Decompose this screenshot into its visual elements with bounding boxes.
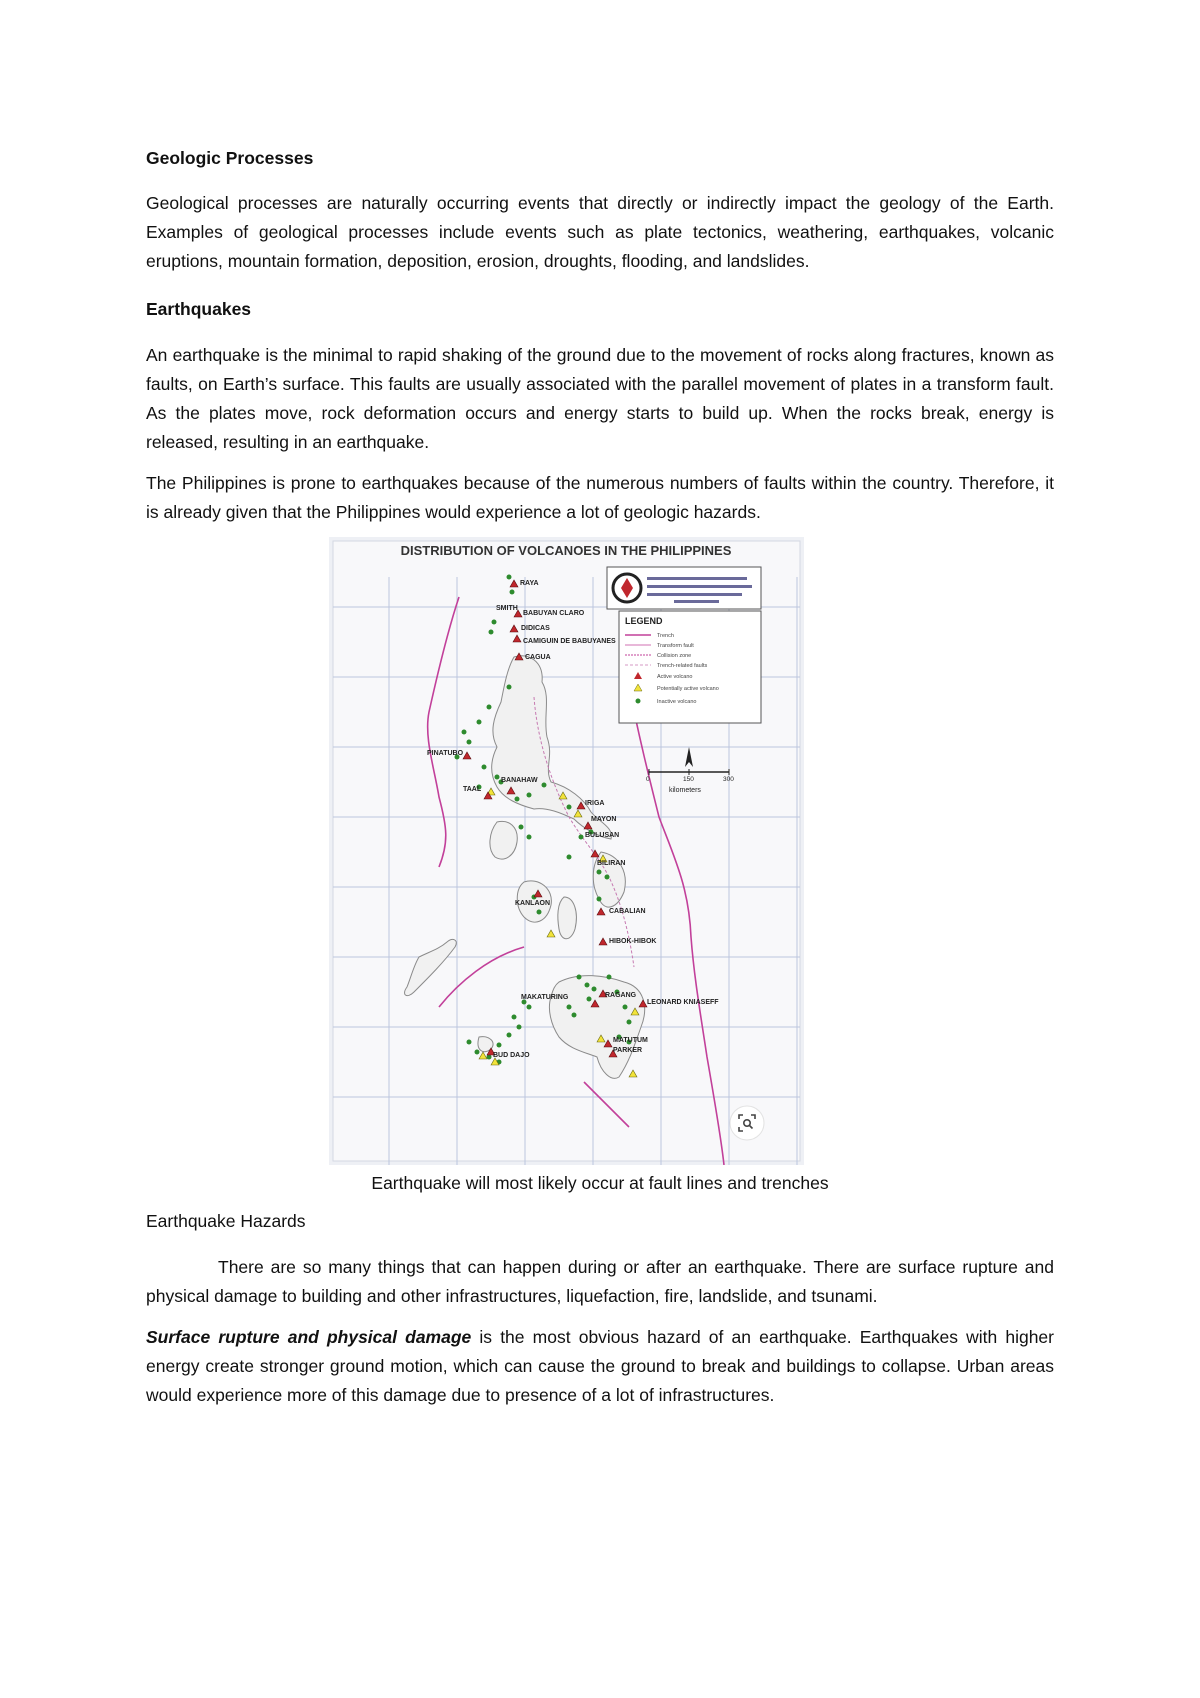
legend-inactive-volcano: Inactive volcano bbox=[657, 699, 697, 705]
heading-geologic-processes: Geologic Processes bbox=[146, 148, 314, 168]
scale-label-150: 150 bbox=[683, 776, 694, 783]
volcano-map bbox=[329, 537, 804, 1165]
label-camiguin: CAMIGUIN DE BABUYANES bbox=[523, 638, 616, 645]
legend-trench-related-faults: Trench-related faults bbox=[657, 663, 708, 669]
paragraph-surface-rupture bbox=[146, 1323, 1054, 1410]
emphasis-surface-rupture: Surface rupture and physical damage bbox=[146, 1327, 472, 1347]
label-makaturing: MAKATURING bbox=[521, 994, 569, 1001]
label-ragang: RAGANG bbox=[605, 992, 637, 999]
map-title: DISTRIBUTION OF VOLCANOES IN THE PHILIPPINES bbox=[400, 543, 732, 558]
map-legend bbox=[619, 611, 761, 723]
legend-transform-fault: Transform fault bbox=[657, 643, 694, 649]
label-smith: SMITH bbox=[496, 605, 518, 612]
heading-earthquake-hazards: Earthquake Hazards bbox=[146, 1211, 306, 1231]
label-kanlaon: KANLAON bbox=[515, 900, 550, 907]
label-cabalian: CABALIAN bbox=[609, 908, 646, 915]
legend-active-volcano: Active volcano bbox=[657, 674, 693, 680]
label-raya: RAYA bbox=[520, 580, 539, 587]
lens-search-button[interactable] bbox=[730, 1106, 764, 1140]
paragraph-earthquake-definition: An earthquake is the minimal to rapid shaking of the ground due to the movement of rocks along fractures, known as faults, on Earth’s surface. This faults are usually associated with the parallel movement of plates in a transform fault. As the plates move, rock deformation occurs and energy starts to build up. When the rocks break, energy is released, resulting in an earthquake. bbox=[146, 345, 1054, 452]
label-babuyan-claro: BABUYAN CLARO bbox=[523, 610, 585, 617]
legend-collision-zone: Collision zone bbox=[657, 653, 692, 659]
label-bud-dajo: BUD DAJO bbox=[493, 1052, 530, 1059]
figure-caption: Earthquake will most likely occur at fault lines and trenches bbox=[371, 1173, 829, 1193]
label-bulusan: BULUSAN bbox=[585, 832, 620, 839]
label-taal: TAAL bbox=[463, 786, 482, 793]
legend-title: LEGEND bbox=[625, 616, 663, 626]
label-matutum: MATUTUM bbox=[613, 1037, 648, 1044]
label-parker: PARKER bbox=[613, 1047, 643, 1054]
label-mayon: MAYON bbox=[591, 816, 617, 823]
label-banahaw: BANAHAW bbox=[501, 777, 538, 784]
paragraph-hazards-intro: There are so many things that can happen during or after an earthquake. There are surface rupture and physical damage to building and other infrastructures, liquefaction, fire, landslide, and tsunami. bbox=[146, 1257, 1054, 1306]
label-cagua: CAGUA bbox=[525, 654, 551, 661]
agency-logo-box bbox=[607, 567, 761, 609]
legend-trench: Trench bbox=[657, 633, 674, 639]
legend-potentially-active: Potentially active volcano bbox=[657, 686, 719, 692]
volcano-map-figure bbox=[329, 537, 804, 1165]
paragraph-geologic-processes: Geological processes are naturally occurring events that directly or indirectly impact the geology of the Earth. Examples of geological processes include events such as plate tectonics, weathering, earthquakes, volcanic eruptions, mountain formation, deposition, erosion, droughts, flooding, and landslides. bbox=[146, 193, 1054, 271]
scale-label-300: 300 bbox=[723, 776, 734, 783]
label-hibok-hibok: HIBOK-HIBOK bbox=[609, 938, 657, 945]
paragraph-philippines: The Philippines is prone to earthquakes because of the numerous numbers of faults within the country. Therefore, it is already given that the Philippines would experience a lot of geologic hazards. bbox=[146, 473, 1054, 522]
label-iriga: IRIGA bbox=[585, 800, 605, 807]
surface-rupture-text: is the most obvious hazard of an earthquake. Earthquakes with higher energy create stronger ground motion, which can cause the ground to break and buildings to collapse. Urban areas would experience more of this damage due to presence of a lot of infrastructures. bbox=[146, 1327, 1054, 1405]
label-pinatubo: PINATUBO bbox=[427, 750, 464, 757]
document-content bbox=[146, 146, 1054, 1410]
scale-unit: kilometers bbox=[669, 787, 701, 794]
label-leonard-kniaseff: LEONARD KNIASEFF bbox=[647, 999, 719, 1006]
scale-label-0: 0 bbox=[646, 776, 650, 783]
label-didicas: DIDICAS bbox=[521, 625, 550, 632]
heading-earthquakes: Earthquakes bbox=[146, 299, 252, 319]
label-biliran: BILIRAN bbox=[597, 860, 626, 867]
